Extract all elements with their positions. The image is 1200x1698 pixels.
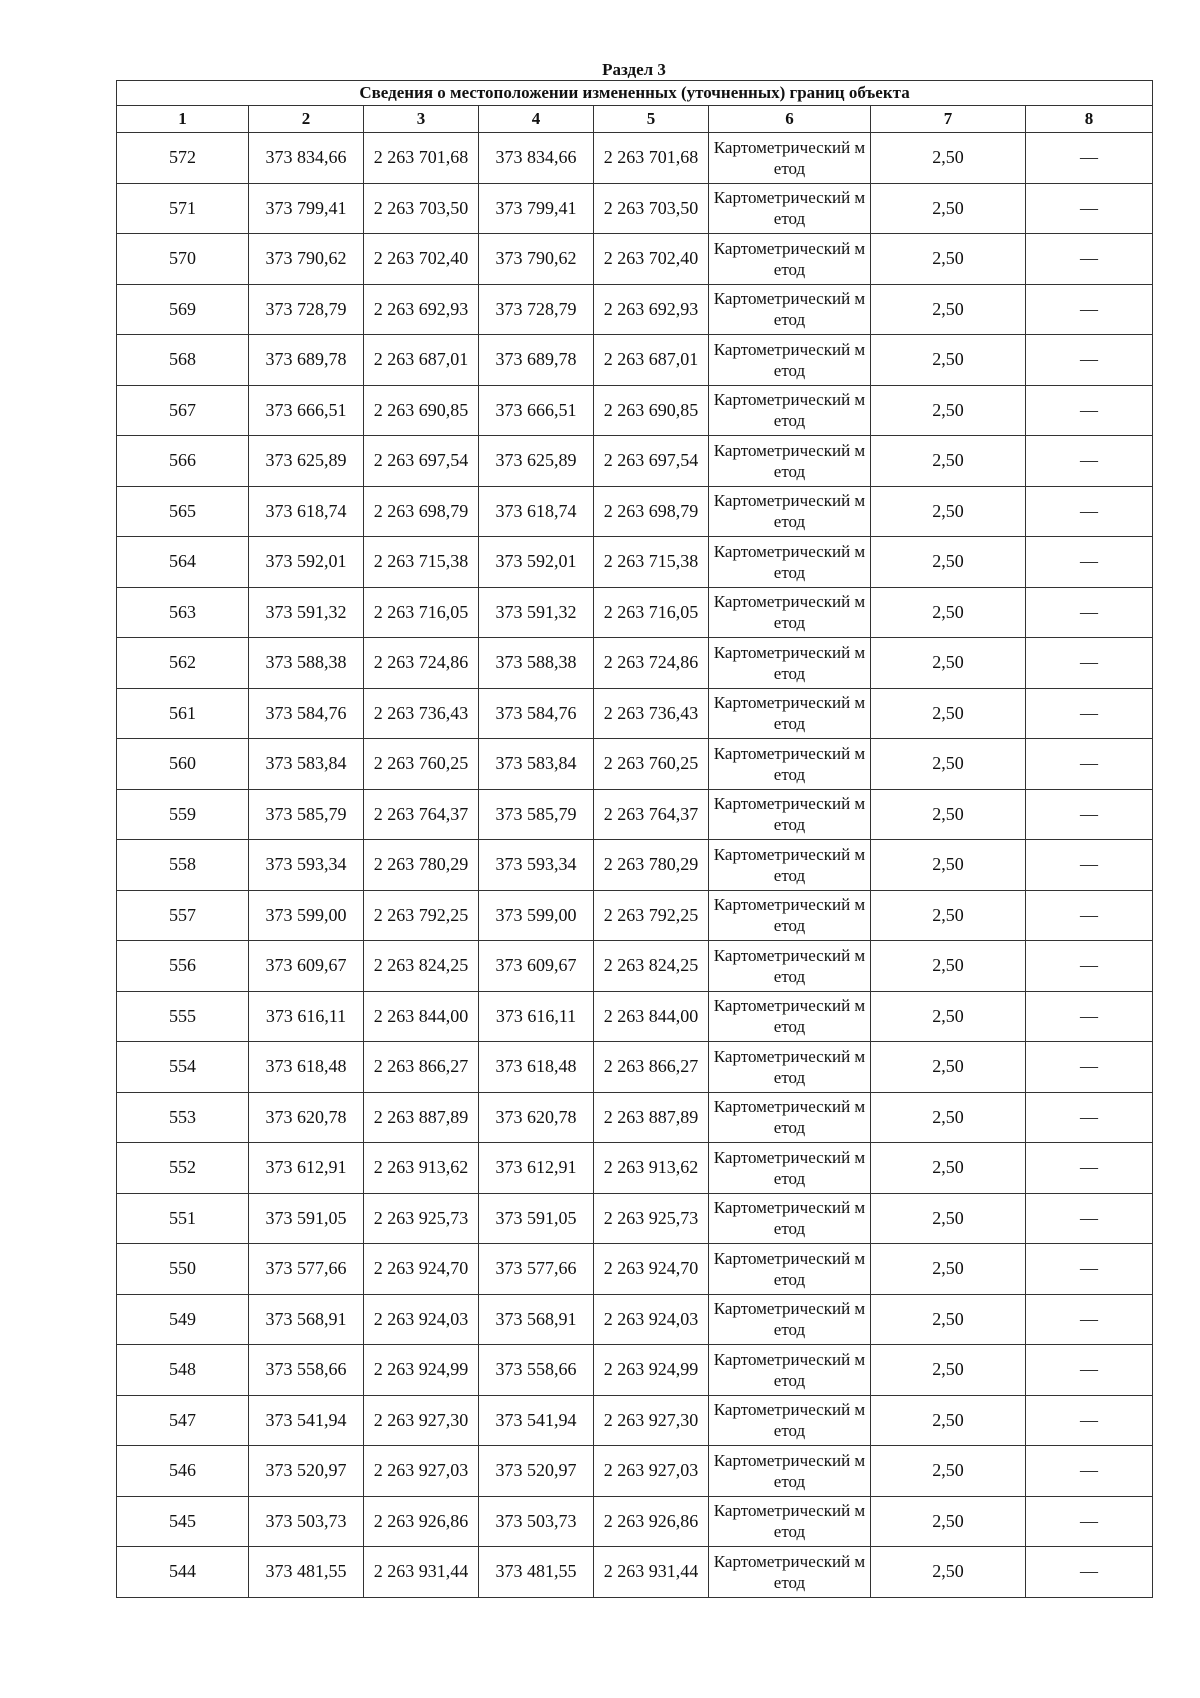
table-row xyxy=(117,1345,1153,1396)
cell-x-new: 373 620,78 xyxy=(479,1092,594,1143)
cell-description: — xyxy=(1026,486,1153,537)
cell-x-new: 373 834,66 xyxy=(479,133,594,184)
cell-y-existing: 2 263 824,25 xyxy=(364,941,479,992)
cell-y-existing: 2 263 692,93 xyxy=(364,284,479,335)
cell-x-existing: 373 583,84 xyxy=(249,739,364,790)
table-row xyxy=(117,1446,1153,1497)
cell-accuracy: 2,50 xyxy=(871,1092,1026,1143)
cell-method: Картометрический метод xyxy=(709,1244,871,1295)
cell-y-new: 2 263 931,44 xyxy=(594,1547,709,1598)
table-row xyxy=(117,486,1153,537)
cell-description: — xyxy=(1026,385,1153,436)
cell-description: — xyxy=(1026,1294,1153,1345)
cell-x-existing: 373 591,32 xyxy=(249,587,364,638)
cell-accuracy: 2,50 xyxy=(871,1193,1026,1244)
cell-x-new: 373 568,91 xyxy=(479,1294,594,1345)
table-row xyxy=(117,1244,1153,1295)
cell-y-new: 2 263 780,29 xyxy=(594,840,709,891)
cell-y-new: 2 263 927,03 xyxy=(594,1446,709,1497)
cell-y-existing: 2 263 927,03 xyxy=(364,1446,479,1497)
cell-description: — xyxy=(1026,1092,1153,1143)
cell-y-existing: 2 263 792,25 xyxy=(364,890,479,941)
cell-point-number: 545 xyxy=(117,1496,249,1547)
cell-accuracy: 2,50 xyxy=(871,840,1026,891)
cell-x-existing: 373 577,66 xyxy=(249,1244,364,1295)
cell-y-existing: 2 263 780,29 xyxy=(364,840,479,891)
cell-point-number: 546 xyxy=(117,1446,249,1497)
cell-method: Картометрический метод xyxy=(709,1294,871,1345)
cell-y-new: 2 263 824,25 xyxy=(594,941,709,992)
cell-y-new: 2 263 736,43 xyxy=(594,688,709,739)
table-row xyxy=(117,537,1153,588)
cell-point-number: 560 xyxy=(117,739,249,790)
cell-x-new: 373 728,79 xyxy=(479,284,594,335)
cell-accuracy: 2,50 xyxy=(871,234,1026,285)
cell-point-number: 565 xyxy=(117,486,249,537)
cell-y-existing: 2 263 887,89 xyxy=(364,1092,479,1143)
cell-method: Картометрический метод xyxy=(709,688,871,739)
cell-x-existing: 373 790,62 xyxy=(249,234,364,285)
cell-y-existing: 2 263 925,73 xyxy=(364,1193,479,1244)
cell-x-existing: 373 592,01 xyxy=(249,537,364,588)
cell-y-new: 2 263 687,01 xyxy=(594,335,709,386)
cell-y-new: 2 263 690,85 xyxy=(594,385,709,436)
table-body xyxy=(117,133,1153,1598)
cell-description: — xyxy=(1026,183,1153,234)
table-row xyxy=(117,638,1153,689)
cell-y-new: 2 263 844,00 xyxy=(594,991,709,1042)
cell-x-new: 373 584,76 xyxy=(479,688,594,739)
cell-y-new: 2 263 887,89 xyxy=(594,1092,709,1143)
cell-x-existing: 373 558,66 xyxy=(249,1345,364,1396)
cell-description: — xyxy=(1026,1345,1153,1396)
cell-point-number: 569 xyxy=(117,284,249,335)
cell-x-existing: 373 625,89 xyxy=(249,436,364,487)
cell-y-new: 2 263 703,50 xyxy=(594,183,709,234)
cell-description: — xyxy=(1026,1446,1153,1497)
cell-point-number: 552 xyxy=(117,1143,249,1194)
cell-y-new: 2 263 698,79 xyxy=(594,486,709,537)
cell-method: Картометрический метод xyxy=(709,789,871,840)
cell-method: Картометрический метод xyxy=(709,1042,871,1093)
cell-y-new: 2 263 866,27 xyxy=(594,1042,709,1093)
cell-point-number: 559 xyxy=(117,789,249,840)
cell-method: Картометрический метод xyxy=(709,1193,871,1244)
cell-y-existing: 2 263 924,03 xyxy=(364,1294,479,1345)
cell-x-new: 373 609,67 xyxy=(479,941,594,992)
cell-method: Картометрический метод xyxy=(709,890,871,941)
section-title: Раздел 3 xyxy=(602,60,666,79)
cell-description: — xyxy=(1026,284,1153,335)
cell-y-new: 2 263 924,99 xyxy=(594,1345,709,1396)
cell-x-existing: 373 588,38 xyxy=(249,638,364,689)
cell-accuracy: 2,50 xyxy=(871,1143,1026,1194)
cell-point-number: 555 xyxy=(117,991,249,1042)
column-number-5: 5 xyxy=(594,106,709,133)
cell-x-new: 373 689,78 xyxy=(479,335,594,386)
cell-x-new: 373 585,79 xyxy=(479,789,594,840)
cell-accuracy: 2,50 xyxy=(871,991,1026,1042)
cell-description: — xyxy=(1026,1244,1153,1295)
cell-y-new: 2 263 925,73 xyxy=(594,1193,709,1244)
cell-method: Картометрический метод xyxy=(709,1345,871,1396)
boundary-coordinates-table xyxy=(116,80,1153,1598)
cell-x-new: 373 612,91 xyxy=(479,1143,594,1194)
cell-accuracy: 2,50 xyxy=(871,739,1026,790)
cell-x-new: 373 591,05 xyxy=(479,1193,594,1244)
cell-x-new: 373 618,48 xyxy=(479,1042,594,1093)
cell-y-new: 2 263 697,54 xyxy=(594,436,709,487)
cell-x-existing: 373 618,48 xyxy=(249,1042,364,1093)
cell-description: — xyxy=(1026,335,1153,386)
cell-x-new: 373 592,01 xyxy=(479,537,594,588)
cell-description: — xyxy=(1026,739,1153,790)
cell-y-new: 2 263 716,05 xyxy=(594,587,709,638)
cell-point-number: 550 xyxy=(117,1244,249,1295)
table-row xyxy=(117,1143,1153,1194)
cell-x-existing: 373 520,97 xyxy=(249,1446,364,1497)
cell-accuracy: 2,50 xyxy=(871,284,1026,335)
cell-y-existing: 2 263 924,99 xyxy=(364,1345,479,1396)
cell-description: — xyxy=(1026,587,1153,638)
cell-y-existing: 2 263 844,00 xyxy=(364,991,479,1042)
cell-description: — xyxy=(1026,1193,1153,1244)
cell-point-number: 570 xyxy=(117,234,249,285)
cell-description: — xyxy=(1026,1496,1153,1547)
cell-accuracy: 2,50 xyxy=(871,789,1026,840)
cell-method: Картометрический метод xyxy=(709,385,871,436)
cell-point-number: 568 xyxy=(117,335,249,386)
cell-point-number: 571 xyxy=(117,183,249,234)
cell-x-existing: 373 689,78 xyxy=(249,335,364,386)
cell-y-existing: 2 263 716,05 xyxy=(364,587,479,638)
cell-x-new: 373 790,62 xyxy=(479,234,594,285)
cell-y-existing: 2 263 703,50 xyxy=(364,183,479,234)
cell-point-number: 556 xyxy=(117,941,249,992)
cell-y-existing: 2 263 698,79 xyxy=(364,486,479,537)
cell-x-existing: 373 728,79 xyxy=(249,284,364,335)
table-row xyxy=(117,789,1153,840)
cell-x-new: 373 618,74 xyxy=(479,486,594,537)
cell-accuracy: 2,50 xyxy=(871,587,1026,638)
cell-y-new: 2 263 692,93 xyxy=(594,284,709,335)
table-row xyxy=(117,1395,1153,1446)
cell-point-number: 566 xyxy=(117,436,249,487)
cell-description: — xyxy=(1026,991,1153,1042)
column-number-1: 1 xyxy=(117,106,249,133)
cell-point-number: 561 xyxy=(117,688,249,739)
column-number-row xyxy=(117,106,1153,133)
cell-method: Картометрический метод xyxy=(709,739,871,790)
cell-method: Картометрический метод xyxy=(709,991,871,1042)
cell-y-new: 2 263 701,68 xyxy=(594,133,709,184)
table-row xyxy=(117,1496,1153,1547)
table-row xyxy=(117,234,1153,285)
cell-y-new: 2 263 760,25 xyxy=(594,739,709,790)
cell-description: — xyxy=(1026,436,1153,487)
cell-x-existing: 373 541,94 xyxy=(249,1395,364,1446)
cell-y-new: 2 263 715,38 xyxy=(594,537,709,588)
table-row xyxy=(117,941,1153,992)
cell-y-new: 2 263 764,37 xyxy=(594,789,709,840)
cell-accuracy: 2,50 xyxy=(871,1446,1026,1497)
cell-method: Картометрический метод xyxy=(709,1143,871,1194)
cell-point-number: 564 xyxy=(117,537,249,588)
cell-point-number: 553 xyxy=(117,1092,249,1143)
cell-description: — xyxy=(1026,638,1153,689)
cell-point-number: 567 xyxy=(117,385,249,436)
cell-y-existing: 2 263 690,85 xyxy=(364,385,479,436)
cell-method: Картометрический метод xyxy=(709,234,871,285)
cell-accuracy: 2,50 xyxy=(871,486,1026,537)
cell-accuracy: 2,50 xyxy=(871,335,1026,386)
table-row xyxy=(117,1193,1153,1244)
cell-method: Картометрический метод xyxy=(709,1092,871,1143)
cell-accuracy: 2,50 xyxy=(871,1294,1026,1345)
cell-description: — xyxy=(1026,840,1153,891)
cell-y-existing: 2 263 701,68 xyxy=(364,133,479,184)
cell-accuracy: 2,50 xyxy=(871,436,1026,487)
cell-method: Картометрический метод xyxy=(709,638,871,689)
cell-x-new: 373 577,66 xyxy=(479,1244,594,1295)
cell-x-existing: 373 799,41 xyxy=(249,183,364,234)
cell-x-new: 373 799,41 xyxy=(479,183,594,234)
cell-accuracy: 2,50 xyxy=(871,638,1026,689)
cell-y-existing: 2 263 924,70 xyxy=(364,1244,479,1295)
cell-x-existing: 373 666,51 xyxy=(249,385,364,436)
cell-x-existing: 373 609,67 xyxy=(249,941,364,992)
cell-point-number: 572 xyxy=(117,133,249,184)
cell-description: — xyxy=(1026,133,1153,184)
table-row xyxy=(117,335,1153,386)
cell-y-existing: 2 263 724,86 xyxy=(364,638,479,689)
cell-y-existing: 2 263 913,62 xyxy=(364,1143,479,1194)
cell-description: — xyxy=(1026,688,1153,739)
column-number-6: 6 xyxy=(709,106,871,133)
cell-method: Картометрический метод xyxy=(709,1496,871,1547)
cell-accuracy: 2,50 xyxy=(871,1547,1026,1598)
cell-method: Картометрический метод xyxy=(709,1395,871,1446)
cell-x-new: 373 520,97 xyxy=(479,1446,594,1497)
column-number-7: 7 xyxy=(871,106,1026,133)
cell-description: — xyxy=(1026,1547,1153,1598)
table-row xyxy=(117,1294,1153,1345)
cell-x-new: 373 558,66 xyxy=(479,1345,594,1396)
cell-y-new: 2 263 926,86 xyxy=(594,1496,709,1547)
cell-x-new: 373 541,94 xyxy=(479,1395,594,1446)
cell-x-existing: 373 584,76 xyxy=(249,688,364,739)
cell-y-new: 2 263 702,40 xyxy=(594,234,709,285)
cell-description: — xyxy=(1026,941,1153,992)
cell-method: Картометрический метод xyxy=(709,284,871,335)
cell-x-new: 373 666,51 xyxy=(479,385,594,436)
cell-y-existing: 2 263 760,25 xyxy=(364,739,479,790)
cell-y-existing: 2 263 715,38 xyxy=(364,537,479,588)
cell-point-number: 554 xyxy=(117,1042,249,1093)
cell-y-new: 2 263 792,25 xyxy=(594,890,709,941)
cell-x-new: 373 616,11 xyxy=(479,991,594,1042)
cell-accuracy: 2,50 xyxy=(871,537,1026,588)
table-caption: Сведения о местоположении измененных (уточненных) границ объекта xyxy=(117,81,1153,106)
cell-x-existing: 373 591,05 xyxy=(249,1193,364,1244)
cell-accuracy: 2,50 xyxy=(871,1345,1026,1396)
column-number-8: 8 xyxy=(1026,106,1153,133)
cell-point-number: 562 xyxy=(117,638,249,689)
cell-method: Картометрический метод xyxy=(709,537,871,588)
cell-point-number: 551 xyxy=(117,1193,249,1244)
cell-point-number: 548 xyxy=(117,1345,249,1396)
cell-method: Картометрический метод xyxy=(709,183,871,234)
cell-y-new: 2 263 924,70 xyxy=(594,1244,709,1295)
cell-y-new: 2 263 913,62 xyxy=(594,1143,709,1194)
cell-y-new: 2 263 724,86 xyxy=(594,638,709,689)
cell-y-existing: 2 263 927,30 xyxy=(364,1395,479,1446)
table-row xyxy=(117,688,1153,739)
cell-method: Картометрический метод xyxy=(709,1446,871,1497)
column-number-3: 3 xyxy=(364,106,479,133)
cell-x-existing: 373 616,11 xyxy=(249,991,364,1042)
cell-x-existing: 373 612,91 xyxy=(249,1143,364,1194)
cell-method: Картометрический метод xyxy=(709,486,871,537)
cell-x-existing: 373 503,73 xyxy=(249,1496,364,1547)
cell-description: — xyxy=(1026,1042,1153,1093)
cell-y-existing: 2 263 926,86 xyxy=(364,1496,479,1547)
cell-accuracy: 2,50 xyxy=(871,1244,1026,1295)
cell-description: — xyxy=(1026,890,1153,941)
table-row xyxy=(117,890,1153,941)
cell-method: Картометрический метод xyxy=(709,133,871,184)
cell-accuracy: 2,50 xyxy=(871,183,1026,234)
table-row xyxy=(117,1092,1153,1143)
cell-accuracy: 2,50 xyxy=(871,133,1026,184)
cell-method: Картометрический метод xyxy=(709,941,871,992)
cell-y-existing: 2 263 697,54 xyxy=(364,436,479,487)
table-row xyxy=(117,385,1153,436)
cell-y-new: 2 263 924,03 xyxy=(594,1294,709,1345)
cell-x-existing: 373 593,34 xyxy=(249,840,364,891)
cell-x-new: 373 583,84 xyxy=(479,739,594,790)
cell-y-existing: 2 263 931,44 xyxy=(364,1547,479,1598)
cell-point-number: 563 xyxy=(117,587,249,638)
table-row xyxy=(117,840,1153,891)
table-row xyxy=(117,133,1153,184)
cell-accuracy: 2,50 xyxy=(871,1496,1026,1547)
cell-x-new: 373 481,55 xyxy=(479,1547,594,1598)
cell-x-existing: 373 481,55 xyxy=(249,1547,364,1598)
cell-x-new: 373 625,89 xyxy=(479,436,594,487)
table-row xyxy=(117,183,1153,234)
column-number-4: 4 xyxy=(479,106,594,133)
cell-x-existing: 373 568,91 xyxy=(249,1294,364,1345)
cell-accuracy: 2,50 xyxy=(871,941,1026,992)
table-row xyxy=(117,284,1153,335)
cell-y-existing: 2 263 736,43 xyxy=(364,688,479,739)
cell-y-existing: 2 263 702,40 xyxy=(364,234,479,285)
cell-x-new: 373 593,34 xyxy=(479,840,594,891)
cell-point-number: 549 xyxy=(117,1294,249,1345)
cell-y-existing: 2 263 687,01 xyxy=(364,335,479,386)
cell-x-new: 373 591,32 xyxy=(479,587,594,638)
cell-method: Картометрический метод xyxy=(709,335,871,386)
cell-accuracy: 2,50 xyxy=(871,1042,1026,1093)
cell-point-number: 558 xyxy=(117,840,249,891)
cell-x-existing: 373 599,00 xyxy=(249,890,364,941)
cell-x-existing: 373 620,78 xyxy=(249,1092,364,1143)
cell-x-new: 373 503,73 xyxy=(479,1496,594,1547)
cell-accuracy: 2,50 xyxy=(871,385,1026,436)
table-row xyxy=(117,436,1153,487)
cell-point-number: 557 xyxy=(117,890,249,941)
cell-x-existing: 373 618,74 xyxy=(249,486,364,537)
cell-accuracy: 2,50 xyxy=(871,1395,1026,1446)
table-row xyxy=(117,587,1153,638)
cell-method: Картометрический метод xyxy=(709,1547,871,1598)
cell-description: — xyxy=(1026,1395,1153,1446)
cell-accuracy: 2,50 xyxy=(871,688,1026,739)
cell-description: — xyxy=(1026,234,1153,285)
cell-method: Картометрический метод xyxy=(709,436,871,487)
cell-x-new: 373 588,38 xyxy=(479,638,594,689)
table-row xyxy=(117,1042,1153,1093)
cell-method: Картометрический метод xyxy=(709,840,871,891)
cell-y-existing: 2 263 866,27 xyxy=(364,1042,479,1093)
cell-description: — xyxy=(1026,1143,1153,1194)
cell-y-new: 2 263 927,30 xyxy=(594,1395,709,1446)
cell-description: — xyxy=(1026,789,1153,840)
column-number-2: 2 xyxy=(249,106,364,133)
cell-x-existing: 373 834,66 xyxy=(249,133,364,184)
cell-point-number: 544 xyxy=(117,1547,249,1598)
table-row xyxy=(117,991,1153,1042)
cell-x-existing: 373 585,79 xyxy=(249,789,364,840)
cell-method: Картометрический метод xyxy=(709,587,871,638)
cell-y-existing: 2 263 764,37 xyxy=(364,789,479,840)
cell-description: — xyxy=(1026,537,1153,588)
cell-x-new: 373 599,00 xyxy=(479,890,594,941)
cell-point-number: 547 xyxy=(117,1395,249,1446)
table-row xyxy=(117,1547,1153,1598)
cell-accuracy: 2,50 xyxy=(871,890,1026,941)
table-row xyxy=(117,739,1153,790)
